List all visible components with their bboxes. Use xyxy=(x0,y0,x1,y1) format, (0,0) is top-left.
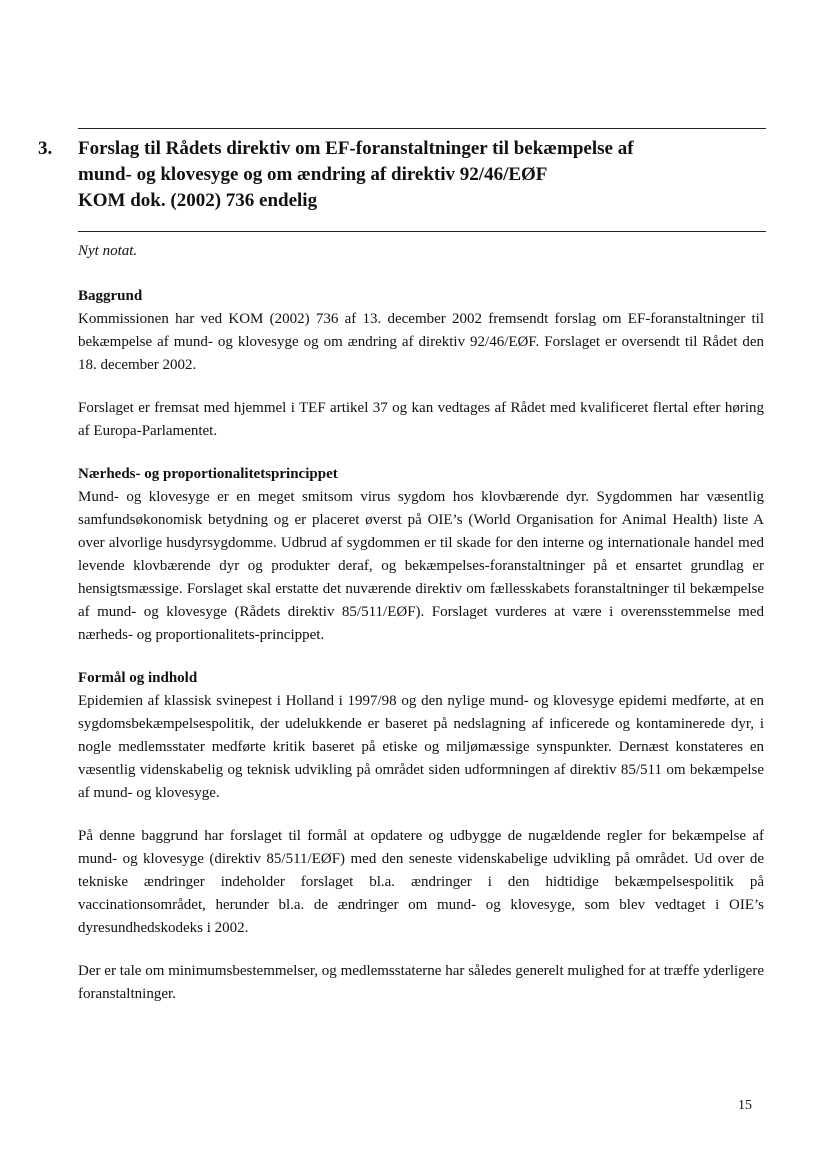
section-title xyxy=(78,136,768,214)
purpose-paragraph: Epidemien af klassisk svinepest i Holland i 1997/98 og den nylige mund- og klovesyge epidemi medførte, at en sygdomsbekæmpelsespolitik, der udelukkende er baseret på nedslagning af inficerede og kontaminerede dyr, i nogle medlemsstater medførte kritik baseret på etiske og miljømæssige synspunkter. Dernæst konstateres en væsentlig videnskabelig og teknisk udvikling på området siden udformningen af direktiv 85/511 om bekæmpelse af mund- og klovesyge. xyxy=(78,693,764,801)
section-title-line: Forslag til Rådets direktiv om EF-foranstaltninger til bekæmpelse af xyxy=(78,138,634,159)
subsidiarity-heading: Nærheds- og proportionalitetsprincippet xyxy=(78,466,338,482)
purpose-section-continued xyxy=(78,825,764,940)
purpose-paragraph-2: På denne baggrund har forslaget til formål at opdatere og udbygge de nugældende regler for bekæmpelse af mund- og klovesyge (direktiv 85/511/EØF) med den seneste videnskabelige udvikling på området. Ud over de tekniske ændringer indeholder forslaget bl.a. ændringer i den hidtidige bekæmpelsespolitik på vaccinationsområdet, herunder bl.a. de ændringer om mund- og klovesyge, som blev vedtaget i OIE’s dyresundhedskodeks i 2002. xyxy=(78,828,764,936)
subsidiarity-paragraph: Mund- og klovesyge er en meget smitsom virus sygdom hos klovbærende dyr. Sygdommen har væsentlig samfundsøkonomisk betydning og er placeret øverst på OIE’s (World Organisation for Animal Health) liste A over alvorlige husdyrsygdomme. Udbrud af sygdommen er til skade for den interne og internationale handel med levende klovbærende dyr og produkter deraf, og bekæmpelses-foranstaltninger på et ensartet grundlag er hensigtsmæssige. Forslaget skal erstatte det nuværende direktiv om fællesskabets foranstaltninger til bekæmpelse af mund- og klovesyge (Rådets direktiv 85/511/EØF). Forslaget vurderes at være i overensstemmelse med nærheds- og proportionalitets-princippet. xyxy=(78,489,764,643)
section-title-line: mund- og klovesyge og om ændring af direktiv 92/46/EØF xyxy=(78,164,548,185)
purpose-section xyxy=(78,667,764,805)
document-body xyxy=(78,285,764,1026)
top-rule xyxy=(78,128,766,129)
section-number: 3. xyxy=(38,138,53,159)
minimum-provisions-paragraph: Der er tale om minimumsbestemmelser, og medlemsstaterne har således generelt mulighed for at træffe yderligere foranstaltninger. xyxy=(78,963,764,1002)
background-paragraph: Kommissionen har ved KOM (2002) 736 af 13. december 2002 fremsendt forslag om EF-foranstaltninger til bekæmpelse af mund- og klovesyge og om ændring af direktiv 92/46/EØF. Forslaget er oversendt til Rådet den 18. december 2002. xyxy=(78,311,764,373)
minimum-provisions-section xyxy=(78,960,764,1006)
background-section xyxy=(78,285,764,377)
subsidiarity-section xyxy=(78,463,764,647)
purpose-heading: Formål og indhold xyxy=(78,670,198,686)
legal-basis-section xyxy=(78,397,764,443)
section-title-line: KOM dok. (2002) 736 endelig xyxy=(78,190,318,211)
note-label: Nyt notat. xyxy=(78,243,138,259)
bottom-rule xyxy=(78,231,766,232)
page-number: 15 xyxy=(738,1098,752,1113)
legal-basis-paragraph: Forslaget er fremsat med hjemmel i TEF artikel 37 og kan vedtages af Rådet med kvalificeret flertal efter høring af Europa-Parlamentet. xyxy=(78,400,764,439)
background-heading: Baggrund xyxy=(78,288,143,304)
